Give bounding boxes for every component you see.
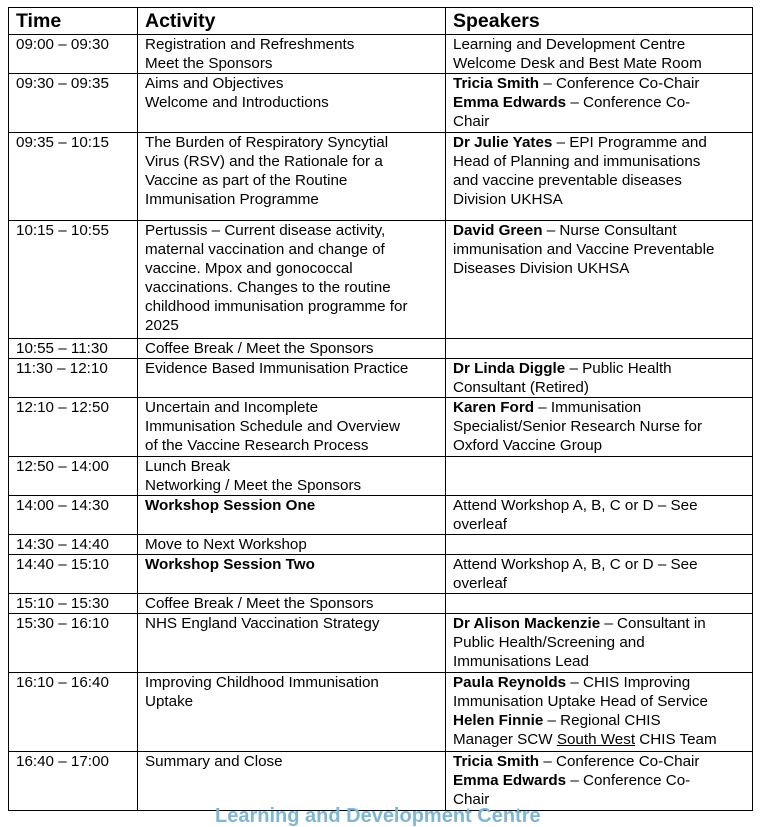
table-row: [9, 496, 753, 535]
activity-line: Uncertain and Incomplete: [145, 399, 319, 416]
speaker-name: Dr Linda Diggle: [453, 360, 566, 377]
speaker-role: Head of Planning and immunisations: [453, 153, 701, 170]
table-row: [9, 594, 753, 614]
speaker-line: [453, 752, 745, 771]
table-row: [9, 74, 753, 133]
activity-line: Summary and Close: [145, 753, 283, 770]
speaker-role: Immunisations Lead: [453, 653, 589, 670]
table-row: [9, 614, 753, 673]
time-cell: 09:00 – 09:30: [9, 35, 138, 74]
activity-line: Workshop Session One: [145, 497, 316, 514]
speaker-name: Tricia Smith: [453, 753, 540, 770]
speaker-role: Specialist/Senior Research Nurse for: [453, 418, 703, 435]
activity-line: Virus (RSV) and the Rationale for a: [145, 153, 383, 170]
table-row: [9, 359, 753, 398]
speaker-name: Dr Alison Mackenzie: [453, 615, 601, 632]
speakers-header: Speakers: [446, 8, 753, 35]
activity-line: Evidence Based Immunisation Practice: [145, 360, 409, 377]
speaker-line: [453, 359, 745, 378]
speaker-line: [453, 515, 745, 534]
table-row: [9, 555, 753, 594]
time-cell: 09:35 – 10:15: [9, 133, 138, 221]
speaker-role: Chair: [453, 791, 490, 808]
speaker-role: Public Health/Screening and: [453, 634, 645, 651]
speakers-cell: [446, 133, 753, 221]
speaker-role: – CHIS Improving: [566, 674, 691, 691]
activity-cell: [138, 496, 446, 535]
speaker-role: Manager SCW: [453, 731, 557, 748]
speakers-cell: [446, 673, 753, 752]
activity-line: Meet the Sponsors: [145, 55, 273, 72]
speaker-role: – Conference Co-Chair: [539, 753, 700, 770]
table-row: [9, 673, 753, 752]
speakers-cell: [446, 221, 753, 339]
activity-line: Improving Childhood Immunisation: [145, 674, 379, 691]
speaker-line: [453, 436, 745, 455]
speaker-line: [453, 240, 745, 259]
activity-line: The Burden of Respiratory Syncytial: [145, 134, 389, 151]
time-cell: 14:30 – 14:40: [9, 535, 138, 555]
speaker-line: [453, 417, 745, 436]
speaker-line: [453, 54, 745, 73]
activity-cell: [138, 133, 446, 221]
speaker-role: Consultant (Retired): [453, 379, 589, 396]
speaker-line: [453, 673, 745, 692]
activity-line: Immunisation Programme: [145, 191, 319, 208]
footer-text: Learning and Development Centre: [215, 805, 541, 827]
speaker-role: – Conference Co-: [566, 94, 691, 111]
speaker-role: Immunisation Uptake Head of Service: [453, 693, 708, 710]
activity-line: Coffee Break / Meet the Sponsors: [145, 595, 374, 612]
speakers-cell: [446, 359, 753, 398]
activity-line: vaccinations. Changes to the routine: [145, 279, 391, 296]
speakers-cell: [446, 74, 753, 133]
activity-cell: [138, 673, 446, 752]
speaker-line: [453, 190, 745, 209]
time-cell: 12:10 – 12:50: [9, 398, 138, 457]
activity-line: Welcome and Introductions: [145, 94, 329, 111]
table-row: [9, 752, 753, 811]
activity-line: Pertussis – Current disease activity,: [145, 222, 386, 239]
speaker-name: Tricia Smith: [453, 75, 540, 92]
speaker-role: Attend Workshop A, B, C or D – See: [453, 497, 698, 514]
speaker-role-tail: CHIS Team: [635, 731, 717, 748]
speaker-line: [453, 692, 745, 711]
activity-line: Vaccine as part of the Routine: [145, 172, 348, 189]
activity-line: Uptake: [145, 693, 194, 710]
activity-header: Activity: [138, 8, 446, 35]
speaker-line: [453, 93, 745, 112]
speaker-line: [453, 112, 745, 131]
activity-line: Lunch Break: [145, 458, 231, 475]
speaker-line: [453, 730, 745, 749]
activity-cell: [138, 221, 446, 339]
speaker-role: – Immunisation: [534, 399, 642, 416]
speaker-role: Chair: [453, 113, 490, 130]
speaker-name: Emma Edwards: [453, 772, 567, 789]
activity-cell: [138, 752, 446, 811]
activity-line: Networking / Meet the Sponsors: [145, 477, 362, 494]
activity-line: Move to Next Workshop: [145, 536, 307, 553]
speaker-line: [453, 259, 745, 278]
activity-cell: [138, 339, 446, 359]
time-cell: 16:10 – 16:40: [9, 673, 138, 752]
activity-line: Coffee Break / Meet the Sponsors: [145, 340, 374, 357]
speaker-line: [453, 614, 745, 633]
speakers-cell: [446, 555, 753, 594]
activity-line: Workshop Session Two: [145, 556, 315, 573]
table-row: [9, 535, 753, 555]
speaker-role: Attend Workshop A, B, C or D – See: [453, 556, 698, 573]
speaker-role: and vaccine preventable diseases: [453, 172, 682, 189]
speaker-name: David Green: [453, 222, 543, 239]
speaker-role: Diseases Division UKHSA: [453, 260, 630, 277]
speaker-name: Dr Julie Yates: [453, 134, 553, 151]
speaker-role: – EPI Programme and: [552, 134, 707, 151]
speaker-role: – Conference Co-: [566, 772, 691, 789]
time-cell: 10:15 – 10:55: [9, 221, 138, 339]
header-row: [9, 8, 753, 35]
activity-cell: [138, 35, 446, 74]
speakers-cell: [446, 496, 753, 535]
speakers-cell: [446, 594, 753, 614]
time-cell: 11:30 – 12:10: [9, 359, 138, 398]
speaker-line: [453, 152, 745, 171]
activity-line: childhood immunisation programme for: [145, 298, 408, 315]
speaker-role: – Public Health: [565, 360, 672, 377]
table-row: [9, 457, 753, 496]
speaker-line: [453, 633, 745, 652]
activity-cell: [138, 594, 446, 614]
activity-cell: [138, 457, 446, 496]
table-row: [9, 398, 753, 457]
activity-cell: [138, 535, 446, 555]
agenda-table: [8, 7, 753, 811]
time-cell: 10:55 – 11:30: [9, 339, 138, 359]
speaker-line: [453, 398, 745, 417]
speakers-cell: [446, 614, 753, 673]
table-row: [9, 133, 753, 221]
speaker-role: overleaf: [453, 575, 508, 592]
activity-line: vaccine. Mpox and gonococcal: [145, 260, 353, 277]
table-row: [9, 35, 753, 74]
speakers-cell: [446, 752, 753, 811]
speaker-role: – Consultant in: [600, 615, 706, 632]
speaker-role: immunisation and Vaccine Preventable: [453, 241, 715, 258]
speaker-role: – Conference Co-Chair: [539, 75, 700, 92]
speaker-line: [453, 35, 745, 54]
activity-cell: [138, 614, 446, 673]
speaker-line: [453, 555, 745, 574]
activity-cell: [138, 359, 446, 398]
time-cell: 14:40 – 15:10: [9, 555, 138, 594]
speaker-name: Helen Finnie: [453, 712, 544, 729]
activity-line: Aims and Objectives: [145, 75, 284, 92]
activity-line: Immunisation Schedule and Overview: [145, 418, 400, 435]
activity-line: NHS England Vaccination Strategy: [145, 615, 380, 632]
speaker-role: – Regional CHIS: [543, 712, 661, 729]
speaker-role: overleaf: [453, 516, 508, 533]
time-header: Time: [9, 8, 138, 35]
speaker-name: Karen Ford: [453, 399, 535, 416]
time-cell: 15:30 – 16:10: [9, 614, 138, 673]
speaker-name: Paula Reynolds: [453, 674, 567, 691]
speaker-line: [453, 771, 745, 790]
speaker-role: Division UKHSA: [453, 191, 563, 208]
speaker-line: [453, 496, 745, 515]
speaker-role: Learning and Development Centre: [453, 36, 686, 53]
table-row: [9, 339, 753, 359]
time-cell: 09:30 – 09:35: [9, 74, 138, 133]
speakers-cell: [446, 398, 753, 457]
speaker-underlined-text: South West: [556, 731, 636, 748]
speaker-line: [453, 133, 745, 152]
speakers-cell: [446, 339, 753, 359]
time-cell: 14:00 – 14:30: [9, 496, 138, 535]
activity-line: 2025: [145, 317, 179, 334]
time-cell: 12:50 – 14:00: [9, 457, 138, 496]
speaker-role: – Nurse Consultant: [542, 222, 677, 239]
speakers-cell: [446, 35, 753, 74]
time-cell: 16:40 – 17:00: [9, 752, 138, 811]
speaker-line: [453, 378, 745, 397]
speakers-cell: [446, 457, 753, 496]
speaker-line: [453, 171, 745, 190]
speaker-line: [453, 74, 745, 93]
activity-cell: [138, 74, 446, 133]
activity-cell: [138, 398, 446, 457]
activity-cell: [138, 555, 446, 594]
speaker-line: [453, 221, 745, 240]
activity-line: of the Vaccine Research Process: [145, 437, 369, 454]
speaker-role: Oxford Vaccine Group: [453, 437, 603, 454]
speaker-role: Welcome Desk and Best Mate Room: [453, 55, 702, 72]
time-cell: 15:10 – 15:30: [9, 594, 138, 614]
activity-line: Registration and Refreshments: [145, 36, 355, 53]
speaker-name: Emma Edwards: [453, 94, 567, 111]
speaker-line: [453, 574, 745, 593]
speaker-line: [453, 652, 745, 671]
activity-line: maternal vaccination and change of: [145, 241, 385, 258]
speaker-line: [453, 711, 745, 730]
table-row: [9, 221, 753, 339]
speakers-cell: [446, 535, 753, 555]
